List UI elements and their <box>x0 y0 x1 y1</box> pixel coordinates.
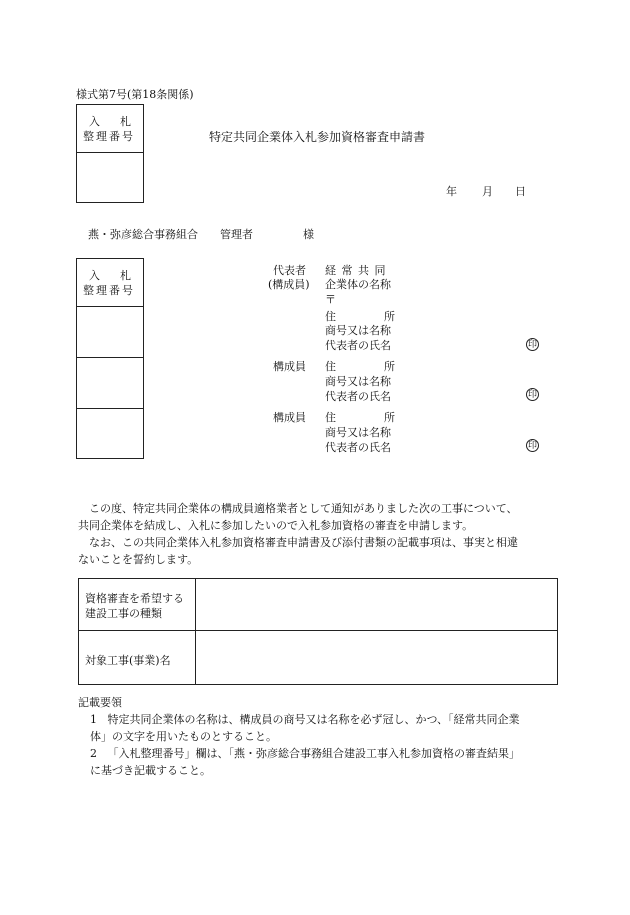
address-char-1: 住 <box>325 411 336 424</box>
row1-label-line1: 資格審査を希望する <box>85 592 184 605</box>
body-p1-line1: この度、特定共同企業体の構成員適格業者として通知がありました次の工事について、 <box>89 502 518 515</box>
address-char-1: 住 <box>325 310 336 323</box>
bid-label-char-1b: 入 <box>89 269 100 282</box>
row-divider <box>77 408 143 409</box>
address-char-2: 所 <box>384 310 395 323</box>
rep-role: 代表者 <box>273 264 306 277</box>
member1-role: 構成員 <box>273 360 306 373</box>
member2-role: 構成員 <box>273 411 306 424</box>
bid-label-char-2: 札 <box>120 115 131 128</box>
notes-heading: 記載要領 <box>78 696 122 709</box>
date-month: 月 <box>482 185 493 198</box>
application-table <box>78 578 558 685</box>
bid-label-char-1: 入 <box>89 115 100 128</box>
note-item-2-number: 2 <box>90 747 97 760</box>
bid-label-line2: 整理番号 <box>83 130 135 143</box>
document-title: 特定共同企業体入札参加資格審査申請書 <box>209 130 426 144</box>
note-item-1-line2: 体」の文字を用いたものとすること。 <box>90 730 277 743</box>
address-char-2: 所 <box>384 360 395 373</box>
seal-icon: 印 <box>527 441 537 451</box>
bid-number-label-cell-2 <box>77 259 143 307</box>
addressee-org: 燕・弥彦総合事務組合 <box>88 228 198 241</box>
bid-label-line2b: 整理番号 <box>83 284 135 297</box>
body-p2-line1: なお、この共同企業体入札参加資格審査申請書及び添付書類の記載事項は、事実と相違 <box>89 536 518 549</box>
member2-representative-name: 代表者の氏名 <box>325 441 391 454</box>
body-paragraphs <box>78 500 558 568</box>
rep-representative-name: 代表者の氏名 <box>325 339 391 352</box>
postal-mark: 〒 <box>325 293 336 306</box>
date-year: 年 <box>446 185 457 198</box>
row-divider <box>77 357 143 358</box>
address-char-1: 住 <box>325 360 336 373</box>
bid-number-box-members <box>76 258 144 459</box>
member1-representative-name: 代表者の氏名 <box>325 390 391 403</box>
note-item-1-text: 特定共同企業体の名称は、構成員の商号又は名称を必ず冠し、かつ、「経常共同企業 <box>107 713 520 726</box>
notes-list <box>78 711 558 779</box>
bid-number-label-cell <box>77 105 143 153</box>
row1-label-line2: 建設工事の種類 <box>85 607 162 620</box>
note-item-1-number: 1 <box>90 713 97 726</box>
note-item-1-line1 <box>78 711 558 728</box>
bid-number-box-top <box>76 104 144 203</box>
rep-role-sub: (構成員) <box>268 278 310 291</box>
jv-label-2: 企業体の名称 <box>325 278 391 291</box>
member1-address-label <box>325 358 395 374</box>
note-item-2-line2: に基づき記載すること。 <box>90 764 211 777</box>
member2-address-label <box>325 409 395 425</box>
addressee-role: 管理者 <box>220 228 253 241</box>
addressee-honorific: 様 <box>303 228 314 241</box>
body-p1-line2: 共同企業体を結成し、入札に参加したいので入札参加資格の審査を申請します。 <box>78 519 474 532</box>
jv-label-1: 経 常 共 同 <box>325 264 387 277</box>
seal-icon: 印 <box>527 340 537 350</box>
address-char-2: 所 <box>384 411 395 424</box>
form-number: 様式第7号(第18条関係) <box>76 88 194 101</box>
table-row1-label <box>85 591 184 621</box>
member1-trade-name: 商号又は名称 <box>325 375 391 388</box>
body-p2-line2: ないことを誓約します。 <box>78 553 199 566</box>
seal-icon: 印 <box>527 390 537 400</box>
note-item-2-line1 <box>78 745 558 762</box>
note-item-2-text: 「入札整理番号」欄は、「燕・弥彦総合事務組合建設工事入札参加資格の審査結果」 <box>107 747 520 760</box>
bid-label-char-2b: 札 <box>120 269 131 282</box>
table-row2-label: 対象工事(事業)名 <box>85 654 171 667</box>
table-column-divider <box>195 579 196 684</box>
member2-trade-name: 商号又は名称 <box>325 426 391 439</box>
date-day: 日 <box>515 185 526 198</box>
rep-trade-name: 商号又は名称 <box>325 324 391 337</box>
